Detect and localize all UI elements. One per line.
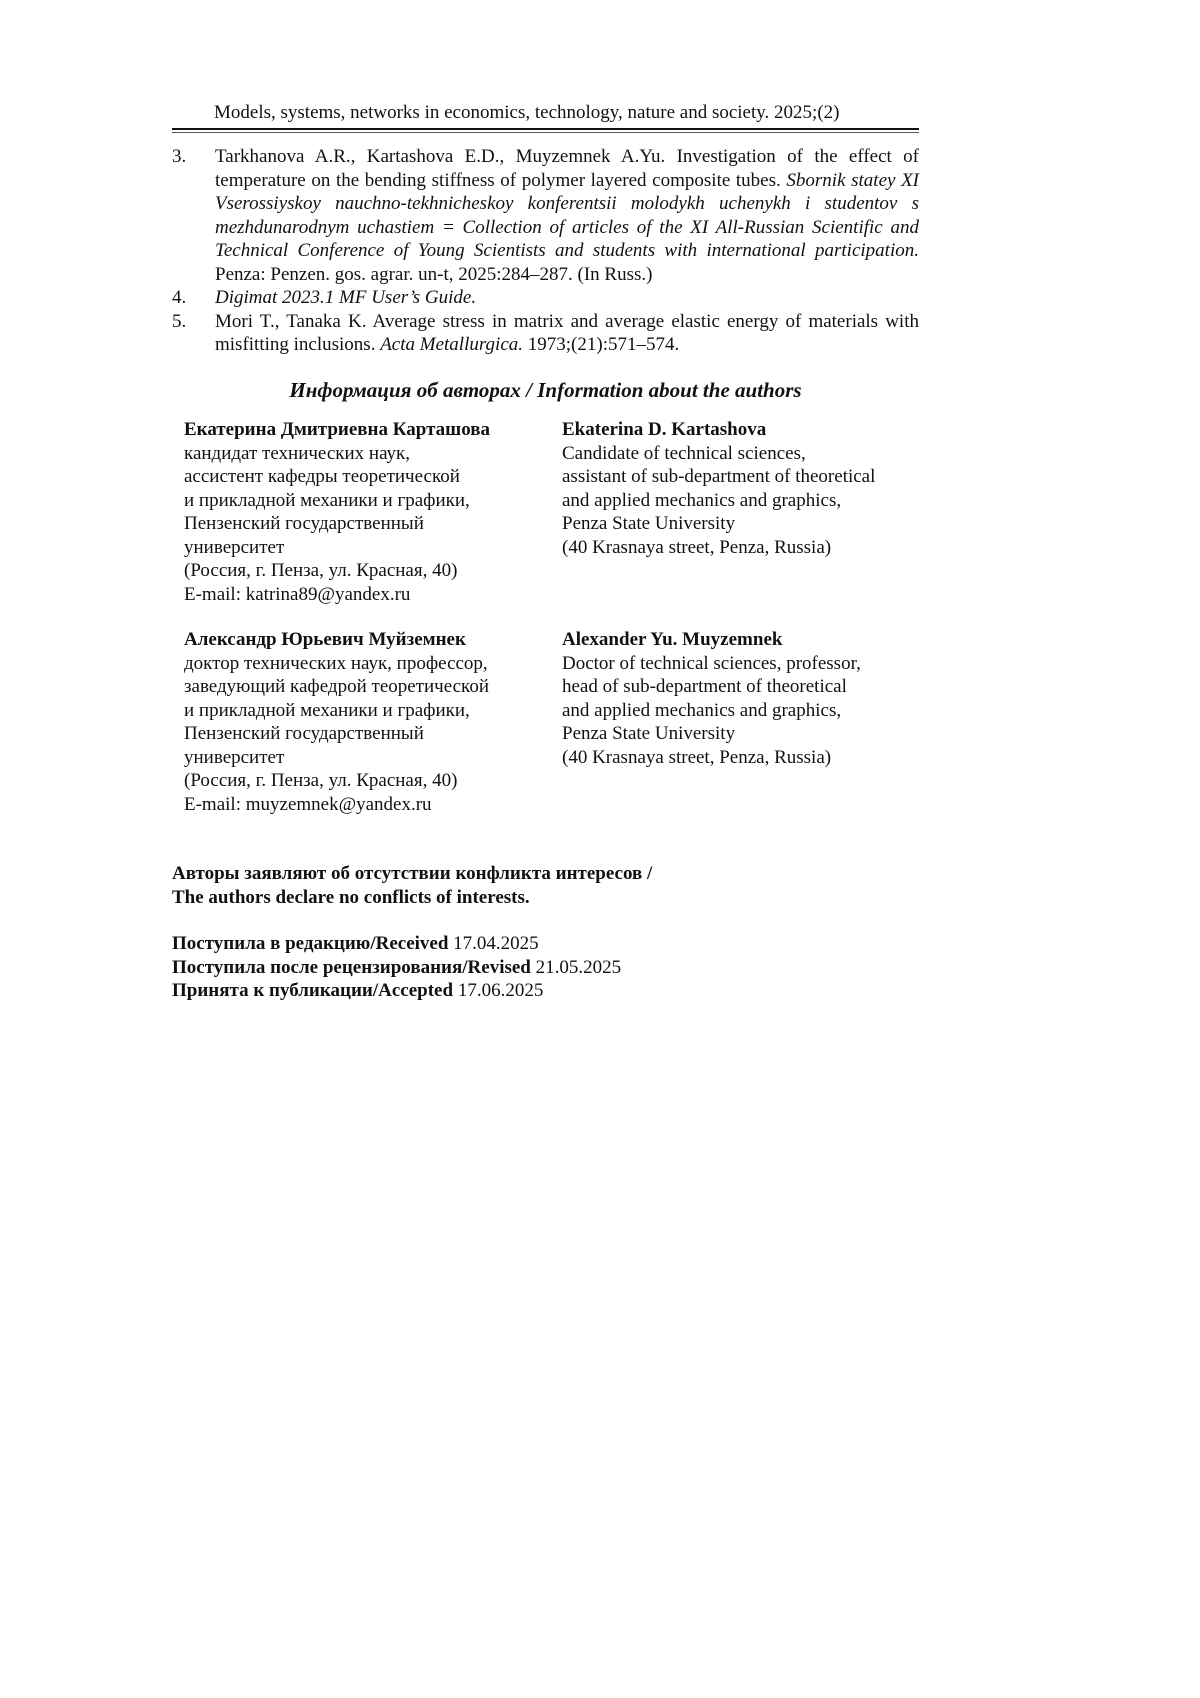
author-1-en bbox=[562, 418, 922, 559]
reference-text: Tarkhanova A.R., Kartashova E.D., Muyzemnek A.Yu. Investigation of the effect of temperature on the bending stiffness of polymer layered composite tubes. Sbornik statey XI Vserossiyskoy nauchno-tekhnicheskoy konferentsii molodykh uchenykh i studentov s mezhdunarodnym uchastiem = Collection of articles of the XI All-Russian Scientific and Technical Conference of Young Scientists and students with international participation. Penza: Penzen. gos. agrar. un-t, 2025:284–287. (In Russ.) bbox=[215, 146, 919, 285]
author-info-line: and applied mechanics and graphics, bbox=[562, 699, 842, 721]
author-info-line: (40 Krasnaya street, Penza, Russia) bbox=[562, 536, 832, 558]
author-info-line: заведующий кафедрой теоретической bbox=[184, 676, 489, 697]
author-info-line: head of sub-department of theoretical bbox=[562, 676, 847, 697]
author-info-line: кандидат технических наук, bbox=[184, 442, 411, 464]
author-info-line: университет bbox=[184, 536, 285, 558]
conflicts-line: Авторы заявляют об отсутствии конфликта интересов / bbox=[172, 863, 653, 884]
author-info-line: (Россия, г. Пенза, ул. Красная, 40) bbox=[184, 560, 458, 581]
reference-number: 4. bbox=[172, 287, 187, 308]
reference-item bbox=[172, 145, 919, 286]
author-info-line: assistant of sub-department of theoretical bbox=[562, 466, 876, 487]
reference-item bbox=[172, 286, 919, 310]
author-info-line: Doctor of technical sciences, professor, bbox=[562, 652, 861, 674]
author-info-line: университет bbox=[184, 746, 285, 768]
reference-list bbox=[172, 145, 919, 357]
header-rule-thin bbox=[172, 132, 919, 133]
author-info-line: and applied mechanics and graphics, bbox=[562, 489, 842, 511]
author-name: Екатерина Дмитриевна Карташова bbox=[184, 419, 490, 440]
conflicts-line: The authors declare no conflicts of interests. bbox=[172, 886, 530, 908]
author-info-line: Penza State University bbox=[562, 723, 736, 744]
authors-heading: Информация об авторах / Information about the authors bbox=[289, 378, 802, 402]
author-info-line: Пензенский государственный bbox=[184, 723, 424, 744]
author-2-ru bbox=[184, 628, 544, 816]
author-info-line: доктор технических наук, профессор, bbox=[184, 652, 488, 674]
date-accepted: Принята к публикации/Accepted 17.06.2025 bbox=[172, 980, 544, 1001]
author-info-line: Candidate of technical sciences, bbox=[562, 442, 806, 464]
publication-dates bbox=[172, 932, 919, 1003]
author-email: E-mail: muyzemnek@yandex.ru bbox=[184, 793, 432, 815]
reference-number: 5. bbox=[172, 310, 187, 332]
reference-text: Digimat 2023.1 MF User’s Guide. bbox=[215, 287, 477, 308]
author-info-line: Penza State University bbox=[562, 513, 736, 534]
author-email: E-mail: katrina89@yandex.ru bbox=[184, 583, 411, 605]
header-rule-thick bbox=[172, 128, 919, 130]
author-info-line: (40 Krasnaya street, Penza, Russia) bbox=[562, 746, 832, 768]
author-info-line: (Россия, г. Пенза, ул. Красная, 40) bbox=[184, 770, 458, 791]
author-info-line: и прикладной механики и графики, bbox=[184, 699, 470, 721]
author-info-line: ассистент кафедры теоретической bbox=[184, 466, 460, 487]
date-revised: Поступила после рецензирования/Revised 21.05.2025 bbox=[172, 956, 622, 978]
author-name: Ekaterina D. Kartashova bbox=[562, 419, 767, 440]
author-name: Alexander Yu. Muyzemnek bbox=[562, 629, 783, 650]
author-1-ru bbox=[184, 418, 544, 606]
reference-item bbox=[172, 310, 919, 357]
date-received: Поступила в редакцию/Received 17.04.2025 bbox=[172, 933, 539, 954]
running-head: Models, systems, networks in economics, technology, nature and society. 2025;(2) bbox=[214, 102, 840, 123]
author-2-en bbox=[562, 628, 922, 769]
reference-text: Mori T., Tanaka K. Average stress in matrix and average elastic energy of materials with misfitting inclusions. Acta Metallurgica. 1973;(21):571–574. bbox=[215, 310, 919, 355]
reference-number: 3. bbox=[172, 146, 187, 167]
author-info-line: и прикладной механики и графики, bbox=[184, 489, 470, 511]
conflicts-statement bbox=[172, 862, 919, 909]
author-name: Александр Юрьевич Муйземнек bbox=[184, 629, 466, 650]
author-info-line: Пензенский государственный bbox=[184, 513, 424, 534]
